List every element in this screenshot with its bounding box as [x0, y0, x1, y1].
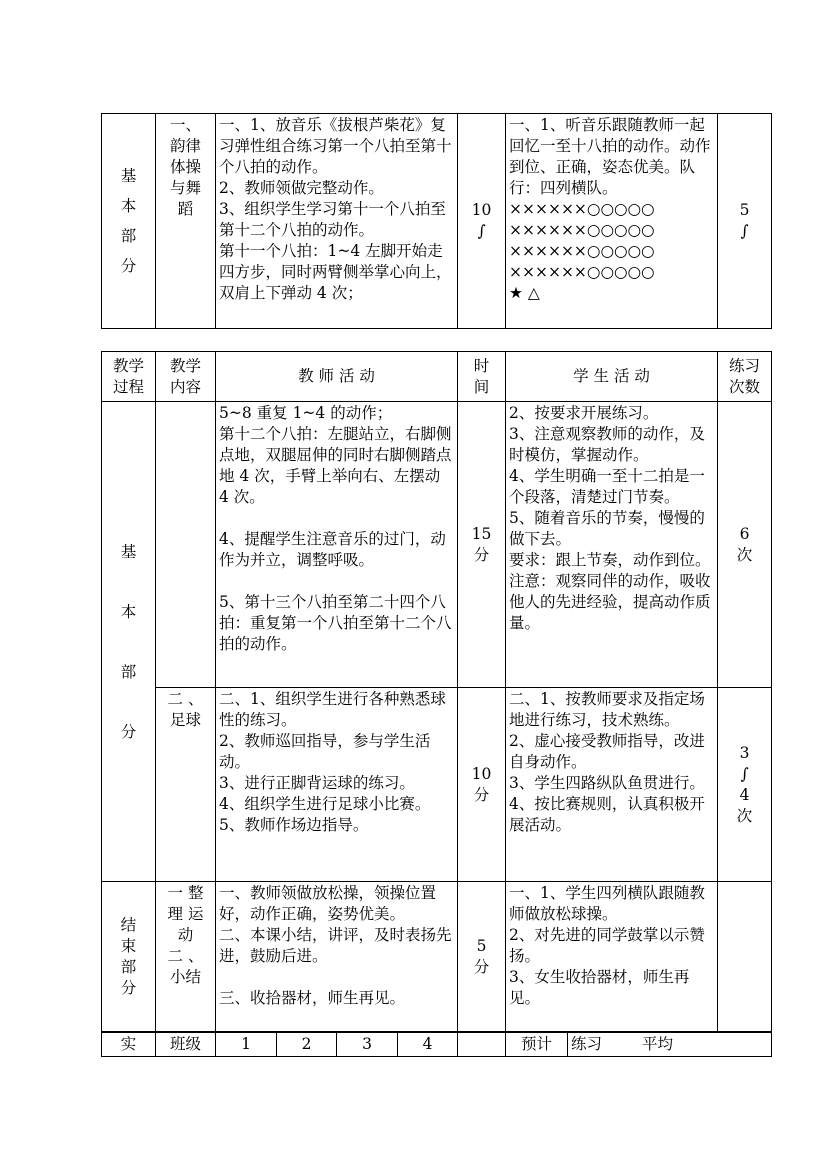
table-row — [102, 402, 772, 688]
header-time: 时 间 — [458, 352, 506, 402]
footer-cell — [458, 1033, 506, 1057]
footer-practice-label: 练习 — [571, 1035, 603, 1053]
time-cell: 15 分 — [458, 402, 506, 688]
student-activity-cell: 一、1、听音乐跟随教师一起回忆一至十八拍的动作。动作到位、正确，姿态优美。队行：四列横队。 ××××××○○○○○ ××××××○○○○○ ××××××○○○○○ ××××××○○○○○ ★ △ — [506, 114, 718, 329]
footer-cell: 1 — [216, 1033, 277, 1057]
header-student: 学 生 活 动 — [506, 352, 718, 402]
header-count: 练习 次数 — [718, 352, 772, 402]
time-cell: 10 ∫ — [458, 114, 506, 329]
footer-cell: 实 — [102, 1033, 156, 1057]
lesson-footer-table — [101, 1032, 772, 1057]
content-cell: 二 、 足球 — [156, 688, 216, 882]
count-cell: 5 ∫ — [718, 114, 772, 329]
content-cell — [156, 402, 216, 688]
footer-expected-label: 预计 — [506, 1033, 568, 1057]
content-cell: 一、 韵律 体操 与舞 蹈 — [156, 114, 216, 329]
footer-cell: 4 — [398, 1033, 458, 1057]
header-content: 教学 内容 — [156, 352, 216, 402]
footer-cell: 2 — [277, 1033, 337, 1057]
header-process: 教学 过程 — [102, 352, 156, 402]
footer-average-label: 平均 — [642, 1035, 674, 1053]
teacher-activity-cell: 二、1、组织学生进行各种熟悉球性的练习。 2、教师巡回指导，参与学生活动。 3、进行正脚背运球的练习。 4、组织学生进行足球小比赛。 5、教师作场边指导。 — [216, 688, 458, 882]
footer-practice-cell — [568, 1033, 772, 1057]
section-label: 基 本 部 分 — [102, 114, 156, 329]
section-label: 基 本 部 分 — [102, 402, 156, 882]
student-activity-cell: 一、1、学生四列横队跟随教师做放松球操。 2、对先进的同学鼓掌以示赞扬。 3、女生收拾器材，师生再见。 — [506, 882, 718, 1032]
teacher-activity-cell: 5~8 重复 1~4 的动作； 第十二个八拍：左腿站立，右脚侧点地，双腿屈伸的同时右脚侧踏点地 4 次，手臂上举向右、左摆动 4 次。 4、提醒学生注意音乐的过门，动作为并立，调整呼吸。 5、第十三个八拍至第二十四个八拍：重复第一个八拍至第十二个八拍的动作。 — [216, 402, 458, 688]
lesson-table-main — [101, 351, 772, 1032]
table-row — [102, 688, 772, 882]
content-cell: 一 整 理 运 动 二 、 小结 — [156, 882, 216, 1032]
student-activity-cell: 2、按要求开展练习。 3、注意观察教师的动作，及时模仿，掌握动作。 4、学生明确一至十二拍是一个段落，清楚过门节奏。 5、随着音乐的节奏，慢慢的做下去。 要求：跟上节奏，动作到位。 注意：观察同伴的动作，吸收他人的先进经验，提高动作质量。 — [506, 402, 718, 688]
table-row — [102, 114, 772, 329]
teacher-activity-cell: 一、1、放音乐《拔根芦柴花》复习弹性组合练习第一个八拍至第十个八拍的动作。 2、教师领做完整动作。 3、组织学生学习第十一个八拍至第十二个八拍的动作。 第十一个八拍：1~4 左脚开始走四方步，同时两臂侧举掌心向上，双肩上下弹动 4 次； — [216, 114, 458, 329]
student-activity-cell: 二、1、按教师要求及指定场地进行练习，技术熟练。 2、虚心接受教师指导，改进自身动作。 3、学生四路纵队鱼贯进行。 4、按比赛规则，认真积极开展活动。 — [506, 688, 718, 882]
lesson-table-top — [101, 113, 772, 329]
count-cell — [718, 882, 772, 1032]
teacher-activity-cell: 一、教师领做放松操，领操位置好，动作正确，姿势优美。 二、本课小结，讲评，及时表扬先进，鼓励后进。 三、收拾器材，师生再见。 — [216, 882, 458, 1032]
table-header-row — [102, 352, 772, 402]
time-cell: 5 分 — [458, 882, 506, 1032]
table-row — [102, 882, 772, 1032]
footer-cell: 3 — [337, 1033, 398, 1057]
count-cell: 6 次 — [718, 402, 772, 688]
table-row — [102, 1033, 772, 1057]
count-cell: 3 ∫ 4 次 — [718, 688, 772, 882]
header-teacher: 教 师 活 动 — [216, 352, 458, 402]
section-label: 结 束 部 分 — [102, 882, 156, 1032]
footer-class-label: 班级 — [156, 1033, 216, 1057]
time-cell: 10 分 — [458, 688, 506, 882]
